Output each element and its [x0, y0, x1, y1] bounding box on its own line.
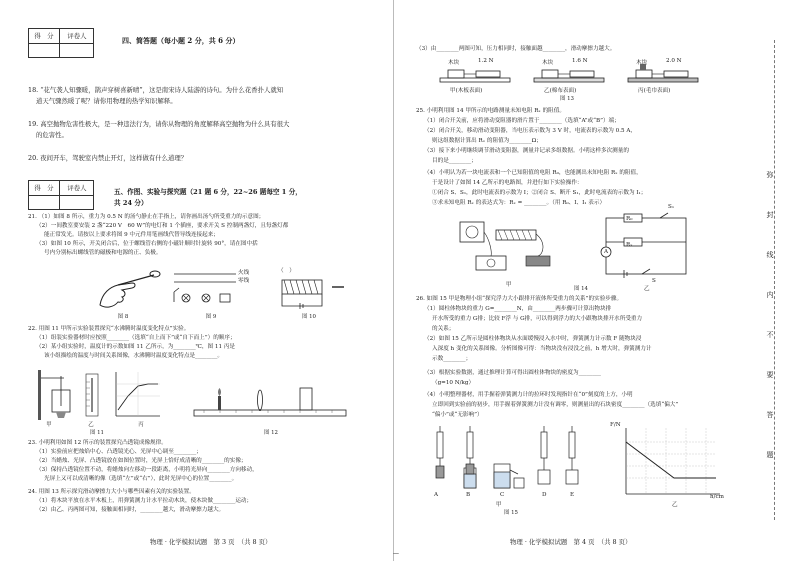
- page-divider: [393, 0, 394, 561]
- fig14-s1: S₁: [668, 204, 675, 210]
- fig13-sub-c: 丙(毛巾表面): [638, 88, 671, 94]
- seal-line: [774, 40, 775, 520]
- figure-9-caption: 图 9: [205, 314, 217, 320]
- fig15-step-d: D: [542, 492, 547, 498]
- fig11-sub-a: 甲: [46, 422, 52, 428]
- q24-3-text: （3）由________两图可知，压力相同时，接触面越________，滑动摩擦力越大。: [416, 46, 616, 52]
- fig13-block-b: 木块: [542, 60, 554, 66]
- q26-text: 26. 如图 15 甲是物理小组“探究浮力大小跟排开液体所受重力的关系”的实验步骤。: [416, 296, 623, 302]
- q26-3b-text: （g=10 N/kg）: [432, 380, 475, 386]
- figure-12-optical-bench: [190, 384, 350, 424]
- q23-3-text: （3）保持凸透镜位置不动，将蜡烛向左移动一段距离，小明将光屏向________方向移动，: [36, 467, 258, 473]
- fig13-block-a: 木块: [448, 60, 460, 66]
- q25-2b-text: 则这组数据计算出 Rₓ 的阻值为________Ω；: [432, 138, 542, 144]
- q26-2-text: （2）如图 15 乙所示是圆柱体物块从水面缓慢浸入水中时，弹簧测力计示数 F 随物块浸: [424, 336, 642, 342]
- q18-text-2: 道天气骤然暖了呢？请你用物理的热学知识解释。: [36, 97, 177, 105]
- q20-text: 20. 夜间开车，驾驶室内禁止开灯，这样做有什么道理？: [28, 154, 188, 162]
- q21-text: 21. （1）如图 8 所示，重力为 0.5 N 的汤勺静止在手指上，请你画出汤勺所受重力的示意图；: [28, 214, 265, 220]
- q25-4c-text: ①闭合 S、S₁，此时电流表的示数为 I；②闭合 S、断开 S₁，此时电流表的示数为 I₁；: [432, 190, 647, 196]
- q25-text: 25. 小明利用图 14 甲所示的电路测量未知电阻 Rₓ 的阻值。: [416, 108, 565, 114]
- figure-8-caption: 图 8: [117, 314, 129, 320]
- q24-2-text: （2）由乙、丙两图可知，接触面相同时，________越大，滑动摩擦力越大。: [36, 507, 225, 513]
- figure-10-caption: 图 10: [302, 314, 316, 320]
- fig13-sub-b: 乙(棉布表面): [544, 88, 577, 94]
- q25-4d-text: ③求未知电阻 Rₓ 的表达式为：Rₓ = ________。（用 R₀、I、I₁ 表示）: [432, 200, 606, 206]
- margin-word-5: 不: [766, 331, 774, 339]
- q23-1-text: （1）实验前应把烛焰中心、凸透镜光心、光屏中心调至________；: [36, 449, 202, 455]
- solenoid-pole-paren: （ ）: [278, 268, 295, 274]
- score-label: 得 分: [34, 184, 54, 192]
- q26-1b-text: 开水所受的重力 G排；比较 F浮 与 G排，可以得到浮力的大小跟物块排开水所受重力: [432, 316, 643, 322]
- left-page: [0, 0, 392, 561]
- figure-8-hand-spoon: [92, 265, 162, 311]
- q26-2b-text: 入深度 h 变化的关系图像。分析图像可得：当物块没有浸没之前，h 增大时，弹簧测力计: [432, 346, 652, 352]
- fig13-sub-a: 甲(木板表面): [450, 88, 483, 94]
- q21-2-text: （2）一间教室要安装 2 盏“220 V 60 W”的电灯和 1 个插座，要求开关 S 控制两盏灯，且每盏灯都: [36, 223, 289, 229]
- right-page: [396, 0, 794, 561]
- section-5-title-2: 共 24 分）: [114, 199, 148, 207]
- fig11-sub-b: 乙: [88, 422, 94, 428]
- fig13-force-a: 1.2 N: [478, 58, 494, 64]
- q26-4c-text: “偏小”或“无影响”）: [432, 412, 483, 418]
- left-footer: 物理 · 化学模拟试题 第 3 页 （共 8 页）: [150, 538, 272, 546]
- q24-text: 24. 用图 13 所示探究滑动摩擦力大小与哪些因素有关的实验装置。: [28, 489, 195, 495]
- center-mark: —: [393, 550, 399, 557]
- fig15-sub-a: 甲: [496, 502, 502, 508]
- q25-3b-text: 目的是________；: [432, 158, 477, 164]
- q26-3-text: （3）根据实验数据，通过推理计算可得出圆柱体物块的密度为________: [424, 370, 601, 376]
- score-label: 得 分: [34, 32, 54, 40]
- q21-3-text: （3）如图 10 所示，开关闭合后，位于螺线管右侧的小磁针顺时针旋转 90°，请在图中括: [36, 241, 258, 247]
- q25-1-text: （1）闭合开关前，应将滑动变阻器的滑片置于________（选填“A”或“B”）端；: [424, 118, 620, 124]
- figure-15-caption: 图 15: [504, 510, 518, 516]
- q22-text: 22. 用图 11 甲所示实验装置探究“水沸腾时温度变化特点”实验。: [28, 326, 190, 332]
- fig13-block-c: 木块: [636, 60, 648, 66]
- q26-1-text: （1）圆柱体物块的重力 G=________N，由________两步骤可计算出物块排: [424, 306, 612, 312]
- score-box-4: [28, 28, 94, 58]
- right-footer: 物理 · 化学模拟试题 第 4 页 （共 8 页）: [510, 538, 632, 546]
- fig15-step-b: B: [466, 492, 471, 498]
- fig14-s: S: [652, 278, 656, 284]
- q23-3b-text: 光屏上又可以成清晰的像（选填“左”或“右”），此时光屏中心的位置________。: [44, 476, 238, 482]
- q25-3-text: （3）接下来小明继续调节滑动变阻器，测量并记录多组数据。小明这样多次测量的: [424, 148, 629, 154]
- fig15-step-c: C: [500, 492, 505, 498]
- q25-2-text: （2）闭合开关，移动滑动变阻器，当电压表示数为 3 V 时，电流表的示数为 0.5 A，: [424, 128, 636, 134]
- figure-12-caption: 图 12: [264, 430, 278, 436]
- q25-4-text: （4）小明认为若一块电流表和一个已知阻值的电阻 R₀，也能测出未知电阻 Rₓ 的阻值，: [424, 170, 642, 176]
- score-box-5: [28, 180, 94, 210]
- figure-13-caption: 图 13: [560, 96, 574, 102]
- fig14-sub-a: 甲: [506, 282, 512, 288]
- fig15-axis-y: F/N: [610, 422, 621, 428]
- margin-word-8: 题: [766, 451, 774, 459]
- fig13-force-c: 2.0 N: [666, 58, 682, 64]
- margin-word-6: 要: [766, 371, 774, 379]
- figure-11-boiling: [34, 366, 164, 422]
- fire-wire-label: 火线: [238, 270, 250, 276]
- q19-text: 19. 高空抛物危害性极大，是一种违法行为，请你从物理的角度解释高空抛物为什么具有很大: [28, 120, 290, 128]
- margin-word-4: 内: [766, 291, 774, 299]
- q26-4-text: （4）小明整理器材，用手握着弹簧测力计的拉环时发现指针在“0”刻度的上方，小明: [424, 392, 633, 398]
- q23-2-text: （2）当蜡烛、光屏、凸透镜放在如图位置时，光屏上恰好成清晰的________的实像；: [36, 458, 247, 464]
- fig15-step-e: E: [570, 492, 575, 498]
- grader-label: 评卷人: [67, 32, 87, 40]
- q22-1-text: （1）组装实验器材时应按照________（选填“自上而下”或“自下而上”）的顺序；: [36, 335, 236, 341]
- q25-4b-text: 于是设计了如图 14 乙所示的电路图，并进行如下实验操作：: [432, 180, 583, 186]
- q24-1-text: （1）将木块平放在水平木板上，用弹簧测力计水平拉动木块，使木块做________运动；: [36, 498, 253, 504]
- q19-text-2: 的危害性。: [36, 131, 68, 139]
- q23-text: 23. 小明利用如图 12 所示的装置探究凸透镜成像规律。: [28, 440, 167, 446]
- fig13-force-b: 1.6 N: [572, 58, 588, 64]
- grader-label: 评卷人: [67, 184, 87, 192]
- section-4-title: 四、简答题（每小题 2 分，共 6 分）: [122, 36, 240, 45]
- fig15-sub-b: 乙: [672, 502, 678, 508]
- fig15-axis-x: h/cm: [710, 494, 724, 500]
- q21-2b-text: 能正常发光。请按以上要求将图 9 中元件用笔画线代替导线连接起来；: [44, 232, 219, 238]
- figure-11-caption: 图 11: [90, 430, 104, 436]
- margin-word-7: 答: [766, 411, 774, 419]
- figure-14-circuit: [456, 212, 696, 282]
- q21-3b-text: 号内分别标出螺线管的磁极和电源的正、负极。: [44, 250, 162, 256]
- q26-4b-text: 立即回到实验前的初步，用手握着弹簧测力计没有调零，则测量出的石块密度________（选填“偏大”: [432, 402, 679, 408]
- q18-text: 18. “花气袭人知骤暖，鹊声穿树喜新晴”，这是南宋诗人陆游的诗句。为什么花香扑人就知: [28, 86, 284, 94]
- margin-word-2: 封: [766, 211, 774, 219]
- section-5-title: 五、作图、实验与探究题（21 题 6 分，22~26 题每空 1 分，: [114, 188, 302, 196]
- fig11-sub-c: 丙: [138, 422, 144, 428]
- figure-14-caption: 图 14: [574, 286, 588, 292]
- margin-word-3: 线: [766, 251, 774, 259]
- q26-1c-text: 的关系；: [432, 326, 455, 332]
- fig15-step-a: A: [434, 492, 439, 498]
- fig14-sub-b: 乙: [644, 286, 650, 292]
- margin-word-1: 弥: [766, 171, 774, 179]
- fig14-rx: Rₓ: [626, 242, 633, 248]
- fig14-r0: R₀: [626, 216, 633, 222]
- fig14-ammeter: A: [604, 249, 609, 255]
- figure-15-buoyancy: [426, 424, 726, 504]
- q22-2-text: （2）某小组实验时，温度计的示数如图 11 乙所示，为________℃，图 11 丙是: [36, 344, 235, 350]
- q22-2b-text: 该小组描绘的温度与时间关系图像，水沸腾时温度变化特点是________。: [44, 353, 224, 359]
- zero-wire-label: 零线: [238, 278, 250, 284]
- q26-2c-text: 示数________；: [432, 356, 472, 362]
